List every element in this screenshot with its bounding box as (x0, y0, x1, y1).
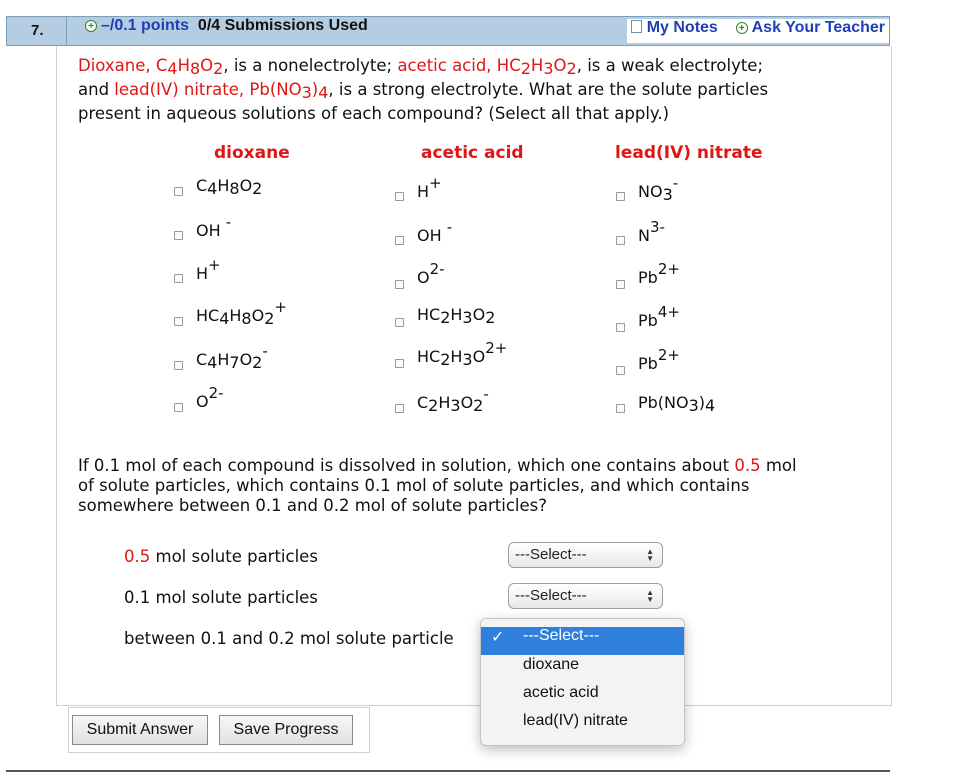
option-lead-6: $Pb(NO_3)_4$ (638, 393, 716, 415)
option-lead-3: $Pb^{2+}$ (638, 260, 680, 287)
dropdown-option-dioxane[interactable]: dioxane (523, 656, 580, 673)
points-info (85, 17, 368, 45)
option-acetic-4: $HC_2H_3O_2$ (417, 305, 496, 327)
option-acetic-6: $C_2H_3O_2^-$ (417, 385, 489, 415)
row-label-0-5-mol: 0.5 mol solute particles (124, 547, 318, 566)
checkbox-dioxane-3[interactable] (174, 274, 183, 283)
submissions-used: 0/4 Submissions Used (197, 17, 368, 34)
column-heading-lead-nitrate: lead(IV) nitrate (615, 143, 763, 163)
checkbox-dioxane-6[interactable] (174, 403, 183, 412)
submit-answer-button[interactable]: Submit Answer (72, 715, 208, 745)
column-heading-dioxane: dioxane (214, 143, 290, 163)
option-dioxane-5: $C_4H_7O_2^-$ (196, 342, 268, 372)
ask-teacher-link[interactable]: Ask Your Teacher (751, 19, 885, 36)
checkbox-acetic-2[interactable] (395, 236, 404, 245)
checkbox-dioxane-2[interactable] (174, 231, 183, 240)
select-arrows-icon: ▲ ▼ (646, 547, 654, 563)
option-acetic-1: H+ (417, 174, 442, 201)
checkbox-dioxane-5[interactable] (174, 361, 183, 370)
question-header (6, 16, 890, 46)
option-acetic-3: $O^{2-}$ (417, 260, 445, 287)
option-dioxane-4: $HC_4H_8O_2^+$ (196, 298, 287, 328)
checkbox-lead-6[interactable] (616, 404, 625, 413)
header-actions (627, 19, 889, 43)
checkbox-dioxane-1[interactable] (174, 187, 183, 196)
option-dioxane-6: $O^{2-}$ (196, 384, 224, 411)
checkbox-acetic-1[interactable] (395, 192, 404, 201)
checkbox-acetic-4[interactable] (395, 318, 404, 327)
row-label-0-1-mol: 0.1 mol solute particles (124, 588, 318, 607)
dropdown-option-acetic-acid[interactable]: acetic acid (523, 684, 599, 701)
question-number: 7. (7, 17, 67, 45)
my-notes-link[interactable]: My Notes (646, 19, 718, 36)
divider (6, 770, 890, 772)
option-lead-2: $N^{3-}$ (638, 218, 665, 245)
option-dioxane-2: OH - (196, 213, 232, 240)
dropdown-option-lead-nitrate[interactable]: lead(IV) nitrate (523, 712, 628, 729)
select-dropdown-menu (480, 618, 685, 746)
checkbox-acetic-5[interactable] (395, 359, 404, 368)
option-lead-4: $Pb^{4+}$ (638, 303, 680, 330)
checkbox-lead-3[interactable] (616, 280, 625, 289)
checkbox-lead-4[interactable] (616, 323, 625, 332)
question-text: Dioxane, $C_4H_8O_2$, is a nonelectrolyte; acetic acid, $HC_2H_3O_2$, is a weak electrolyte; and lead(IV) nitrate, $Pb(NO_3)_4$, is a strong electrolyte. What are the solute particles present in aqueous solutions of each compound? (Select all that apply.) (78, 56, 769, 123)
checkbox-lead-1[interactable] (616, 192, 625, 201)
option-acetic-2: OH - (417, 218, 453, 245)
option-acetic-5: $HC_2H_3O^{2+}$ (417, 339, 508, 369)
ask-plus-icon[interactable]: + (736, 22, 748, 34)
option-dioxane-3: H+ (196, 256, 221, 283)
select-arrows-icon: ▲ ▼ (646, 588, 654, 604)
column-heading-acetic-acid: acetic acid (421, 143, 524, 163)
checkbox-dioxane-4[interactable] (174, 317, 183, 326)
question-2-text: If 0.1 mol of each compound is dissolved in solution, which one contains about 0.5 mol of solute particles, which contains 0.1 mol of solute particles, and which contains somewhere between 0.1 and 0.2 mol of solute particles? (78, 456, 797, 515)
dropdown-option-select[interactable]: ✓ ---Select--- (481, 627, 684, 655)
points-link[interactable]: –/0.1 points (101, 17, 190, 34)
option-lead-5: $Pb^{2+}$ (638, 346, 680, 373)
checkmark-icon: ✓ (491, 629, 505, 646)
checkbox-acetic-3[interactable] (395, 280, 404, 289)
checkbox-acetic-6[interactable] (395, 404, 404, 413)
option-dioxane-1: $C_4H_8O_2$ (196, 176, 263, 198)
select-0-5-mol[interactable]: ---Select--- ▲ ▼ (508, 542, 663, 568)
save-progress-button[interactable]: Save Progress (219, 715, 353, 745)
checkbox-lead-2[interactable] (616, 236, 625, 245)
select-0-1-mol[interactable]: ---Select--- ▲ ▼ (508, 583, 663, 609)
note-icon[interactable] (631, 20, 642, 33)
option-lead-1: $NO_3^-$ (638, 174, 679, 204)
row-label-between: between 0.1 and 0.2 mol solute particle (124, 629, 454, 648)
checkbox-lead-5[interactable] (616, 366, 625, 375)
expand-plus-icon[interactable]: + (85, 20, 97, 32)
